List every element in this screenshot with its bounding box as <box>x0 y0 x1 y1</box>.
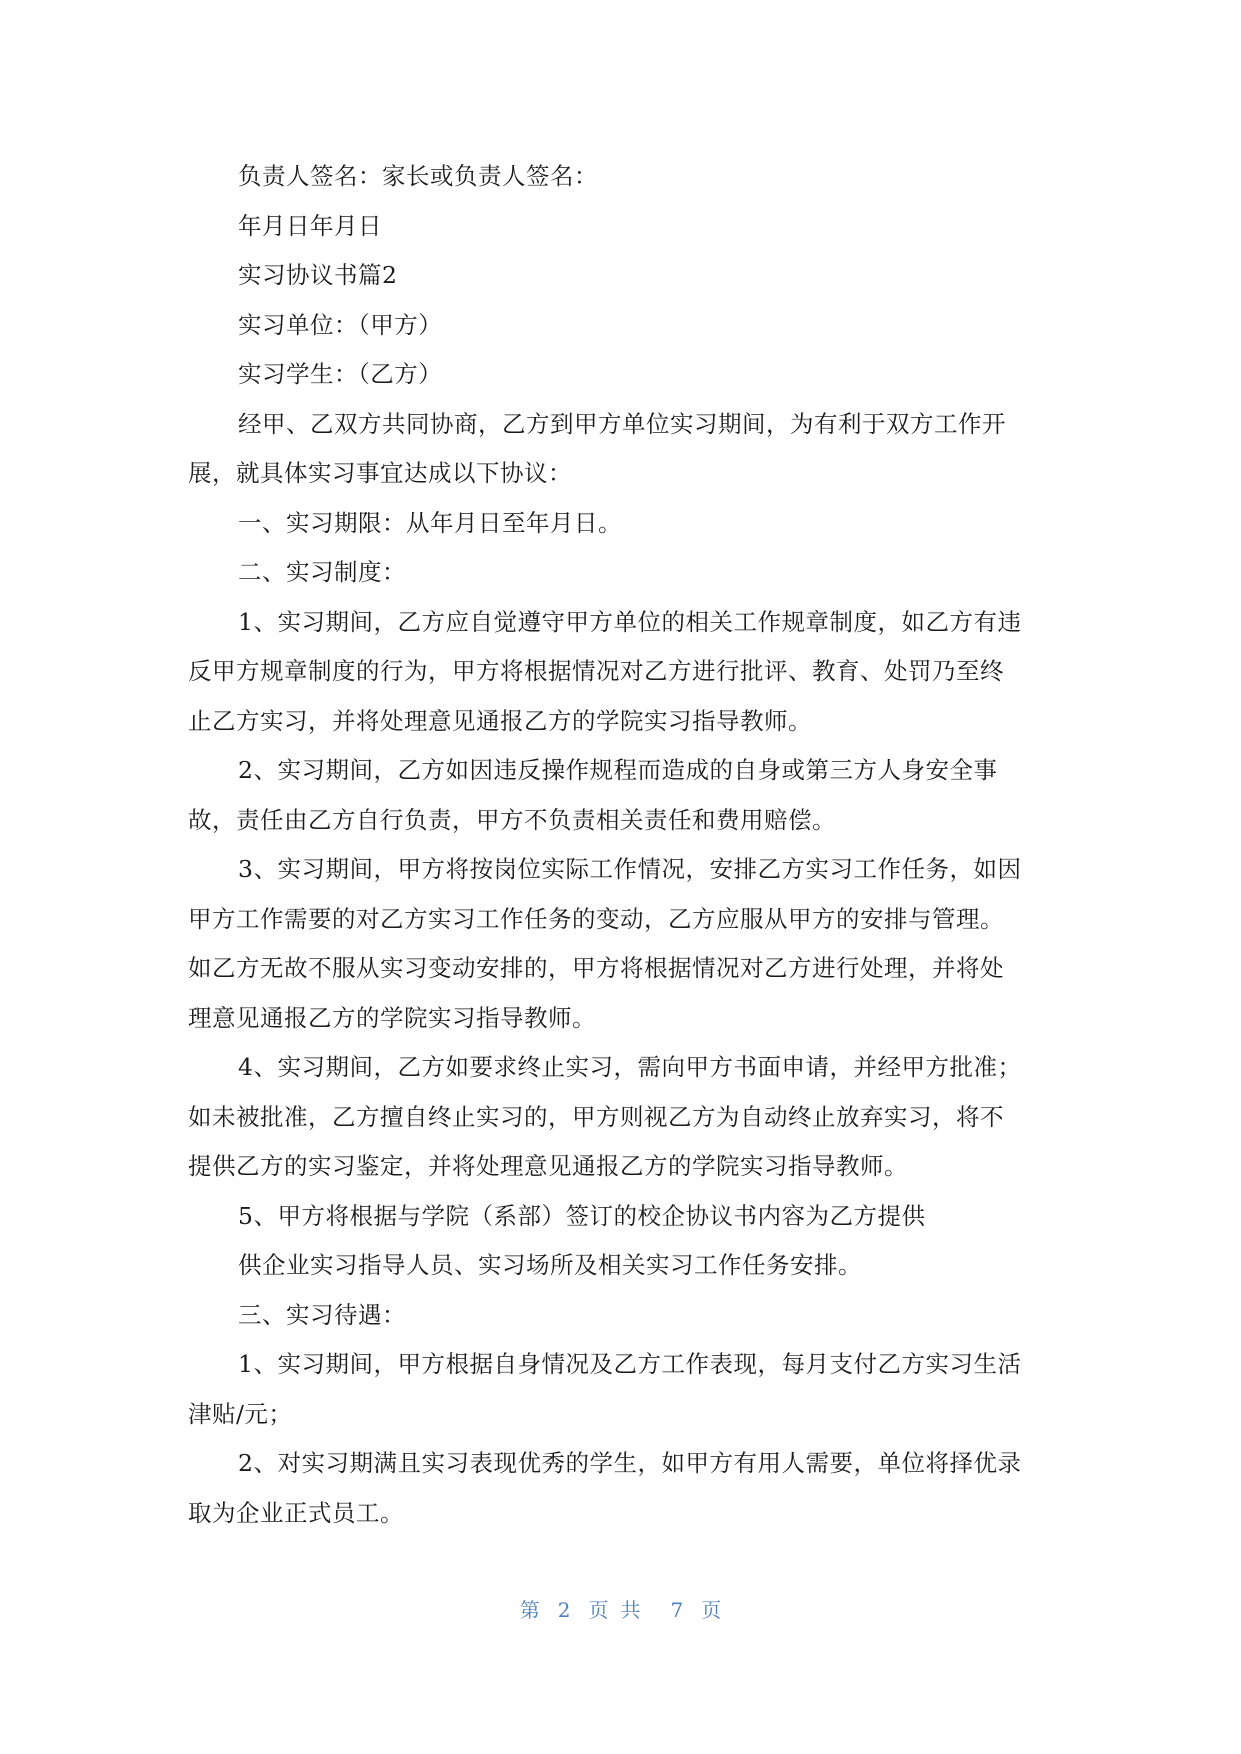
party-a-line: 实习单位：（甲方） <box>238 311 443 339</box>
clause-heading: 三、实习待遇： <box>238 1301 406 1329</box>
paragraph-line: 甲方工作需要的对乙方实习工作任务的变动，乙方应服从甲方的安排与管理。 <box>188 905 1004 933</box>
signature-line: 负责人签名：家长或负责人签名： <box>238 162 598 190</box>
paragraph-line: 津贴/元； <box>188 1400 293 1428</box>
paragraph-line: 故，责任由乙方自行负责，甲方不负责相关责任和费用赔偿。 <box>188 806 836 834</box>
footer-middle: 页共 <box>588 1598 653 1622</box>
footer-suffix: 页 <box>701 1598 722 1622</box>
clause-heading: 二、实习制度： <box>238 558 406 586</box>
paragraph-line: 经甲、乙双方共同协商，乙方到甲方单位实习期间，为有利于双方工作开 <box>238 410 1006 438</box>
paragraph-line: 5、甲方将根据与学院（系部）签订的校企协议书内容为乙方提供 <box>238 1202 926 1230</box>
page-footer <box>0 1596 1241 1624</box>
paragraph-line: 取为企业正式员工。 <box>188 1499 404 1527</box>
paragraph-line: 供企业实习指导人员、实习场所及相关实习工作任务安排。 <box>238 1251 862 1279</box>
paragraph-line: 如乙方无故不服从实习变动安排的，甲方将根据情况对乙方进行处理，并将处 <box>188 954 1004 982</box>
paragraph-line: 展，就具体实习事宜达成以下协议： <box>188 459 572 487</box>
paragraph-line: 1、实习期间，乙方应自觉遵守甲方单位的相关工作规章制度，如乙方有违 <box>238 608 1022 636</box>
paragraph-line: 1、实习期间，甲方根据自身情况及乙方工作表现，每月支付乙方实习生活 <box>238 1350 1022 1378</box>
section-title: 实习协议书篇2 <box>238 261 398 289</box>
paragraph-line: 如未被批准，乙方擅自终止实习的，甲方则视乙方为自动终止放弃实习，将不 <box>188 1103 1004 1131</box>
paragraph-line: 2、对实习期满且实习表现优秀的学生，如甲方有用人需要，单位将择优录 <box>238 1449 1022 1477</box>
paragraph-line: 反甲方规章制度的行为，甲方将根据情况对乙方进行批评、教育、处罚乃至终 <box>188 657 1004 685</box>
footer-current-page: 2 <box>557 1598 571 1622</box>
date-line: 年月日年月日 <box>238 212 382 240</box>
footer-total-pages: 7 <box>670 1598 684 1622</box>
clause-heading: 一、实习期限：从年月日至年月日。 <box>238 509 622 537</box>
footer-prefix: 第 <box>519 1598 540 1622</box>
paragraph-line: 理意见通报乙方的学院实习指导教师。 <box>188 1004 596 1032</box>
party-b-line: 实习学生：（乙方） <box>238 360 443 388</box>
paragraph-line: 3、实习期间，甲方将按岗位实际工作情况，安排乙方实习工作任务，如因 <box>238 855 1022 883</box>
paragraph-line: 提供乙方的实习鉴定，并将处理意见通报乙方的学院实习指导教师。 <box>188 1152 908 1180</box>
paragraph-line: 2、实习期间，乙方如因违反操作规程而造成的自身或第三方人身安全事 <box>238 756 998 784</box>
paragraph-line: 止乙方实习，并将处理意见通报乙方的学院实习指导教师。 <box>188 707 812 735</box>
paragraph-line: 4、实习期间，乙方如要求终止实习，需向甲方书面申请，并经甲方批准； <box>238 1053 1022 1081</box>
